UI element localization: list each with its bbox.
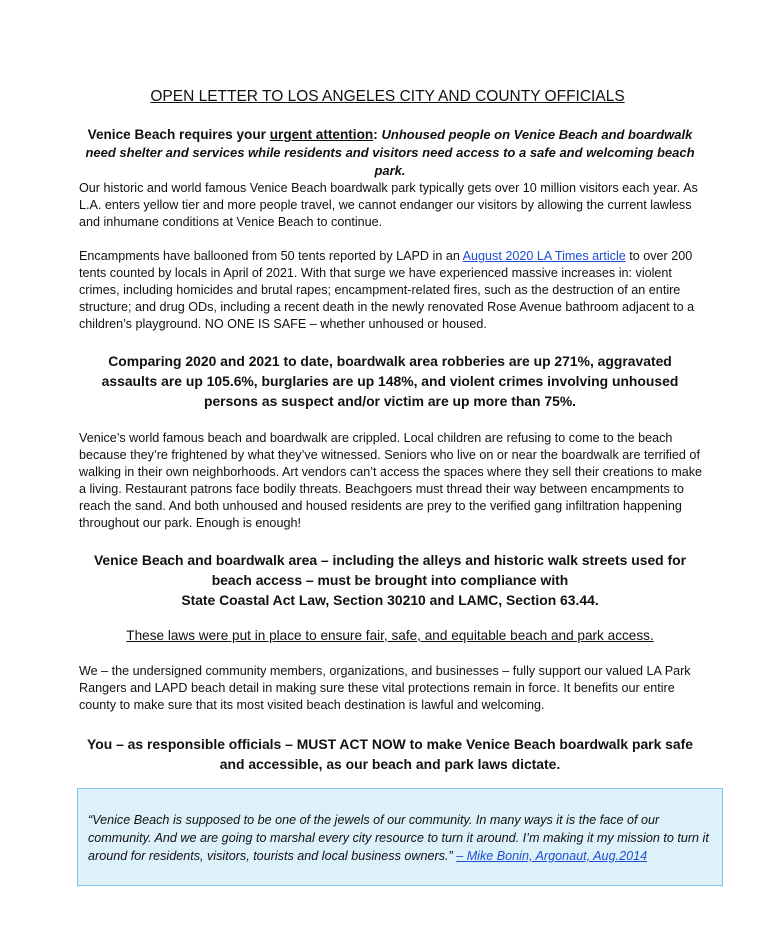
lead-statement <box>80 126 700 180</box>
letter-title: OPEN LETTER TO LOS ANGELES CITY AND COUNTY OFFICIALS <box>150 88 625 105</box>
paragraph-visitors: Our historic and world famous Venice Beach boardwalk park typically gets over 10 million visitors each year. As L.A. enters yellow tier and more people travel, we cannot endanger our visitors by allowing the current lawless and inhumane conditions at Venice Beach to continue. <box>79 181 698 229</box>
p2-after: to over 200 tents counted by locals in April of 2021. With that surge we have experienced massive increases in: violent crimes, including homicides and brutal rapes; encampment-related fires, such as the destruction of an entire structure; and drug ODs, including a recent death in the newly renovated Rose Avenue bathroom adjacent to a children’s playground. NO ONE IS SAFE – whether unhoused or housed. <box>79 249 695 331</box>
lead-prefix: Venice Beach requires your <box>87 127 270 142</box>
lead-colon: : <box>373 127 382 142</box>
compliance-line-1: Venice Beach and boardwalk area – including the alleys and historic walk streets used for <box>93 552 687 568</box>
lead-italic: Unhoused people on Venice Beach and boardwalk need shelter and services while residents and visitors need access to a safe and welcoming beach park. <box>85 127 695 178</box>
la-times-link[interactable]: August 2020 LA Times article <box>462 249 626 263</box>
stats-headline: Comparing 2020 and 2021 to date, boardwalk area robberies are up 271%, aggravated assaults are up 105.6%, burglaries are up 148%, and violent crimes involving unhoused persons as suspect and/or victim are up more than 75%. <box>101 353 679 409</box>
laws-statement: These laws were put in place to ensure fair, safe, and equitable beach and park access. <box>126 628 654 643</box>
lead-urgent: urgent attention <box>269 127 374 142</box>
paragraph-crippled: Venice’s world famous beach and boardwalk are crippled. Local children are refusing to come to the beach because they’re frightened by what they’ve witnessed. Seniors who live on or near the boardwalk are terrified of walking in their own neighborhoods. Art vendors can’t access the spaces where they sell their creations to make a living. Restaurant patrons face bodily threats. Beachgoers must thread their way between encampments to reach the sand. And both unhoused and housed residents are prey to the verified gang infiltration happening throughout our park. Enough is enough! <box>79 431 703 530</box>
quote-source-link[interactable]: – Mike Bonin, Argonaut, Aug.2014 <box>456 849 648 863</box>
compliance-statement <box>80 550 700 610</box>
paragraph-support: We – the undersigned community members, organizations, and businesses – fully support our valued LA Park Rangers and LAPD beach detail in making sure these vital protections remain in force. It benefits our entire county to make sure that its most visited beach destination is lawful and welcoming. <box>79 664 691 712</box>
call-to-action: You – as responsible officials – MUST ACT NOW to make Venice Beach boardwalk park safe and accessible, as our beach and park laws dictate. <box>87 736 693 772</box>
quote-text <box>88 811 713 865</box>
compliance-line-3: State Coastal Act Law, Section 30210 and LAMC, Section 63.44. <box>181 592 599 608</box>
quote-box <box>77 788 723 886</box>
quote-body: “Venice Beach is supposed to be one of the jewels of our community. In many ways it is the face of our community. And we are going to marshal every city resource to turn it around. I’m making it my mission to turn it around for residents, visitors, tourists and local business owners.” <box>88 813 709 863</box>
compliance-line-2: beach access – must be brought into compliance with <box>211 572 569 588</box>
p2-before: Encampments have ballooned from 50 tents reported by LAPD in an <box>79 249 463 263</box>
paragraph-encampments <box>79 248 709 333</box>
